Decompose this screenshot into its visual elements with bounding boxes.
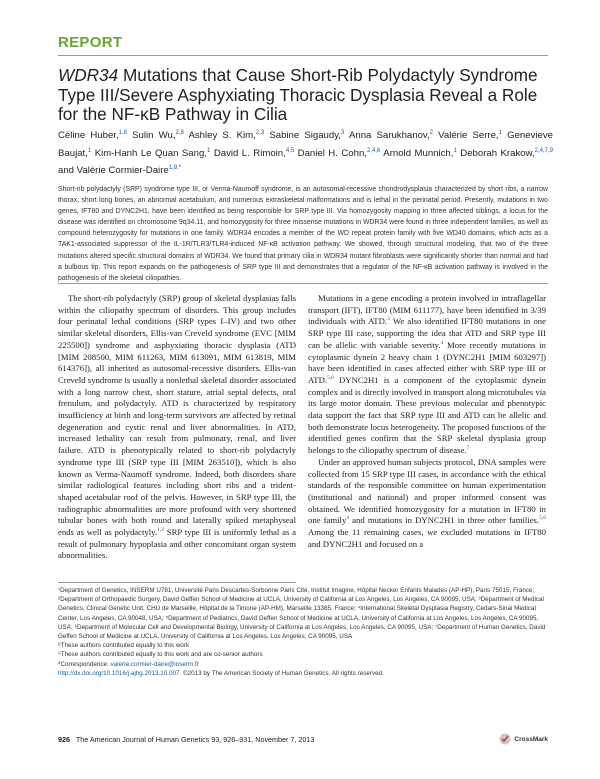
title-rest: Mutations that Cause Short-Rib Polydactyly Syndrome Type III/Severe Asphyxiating Thoracic Dysplasia Reveal a Role for the NF-κB Pathway in Cilia [58, 65, 538, 124]
author [95, 148, 211, 159]
body-column-left [58, 293, 296, 562]
author-name: Anna Sarukhanov, [348, 130, 430, 142]
author [438, 130, 502, 141]
author-name: Ashley S. Kim, [188, 130, 256, 142]
author-list [58, 126, 553, 178]
author [58, 165, 181, 176]
header-divider [58, 55, 548, 56]
copyright: ©2013 by The American Society of Human Genetics. All rights reserved. [181, 669, 384, 677]
co-senior-note: ⁹These authors contributed equally to this work and are co-senior authors [58, 651, 263, 659]
author-affiliation: 2,4,6 [366, 147, 381, 154]
body-paragraph [308, 293, 546, 457]
author [188, 130, 264, 141]
affiliations: ¹Department of Genetics, INSERM U781, Université Paris Descartes-Sorbonne Paris Cité, Institut Imagine, Hôpital Necker Enfants Malades (AP-HP), Paris 75015, France; ²Department of Orthopaedic Surgery, David Geffen School of Medicine at UCLA, University of California at Los Angeles, Los Angeles, CA 90095, USA; ³Department of Medical Genetics, Clinical Genetic Unit, CHU de Marseille, Hôpital de la Timone (AP-HM), Marseille 13385, France; ⁴International Skeletal Dysplasia Registry, Cedars-Sinai Medical Center, Los Angeles, CA 90048, USA; ⁵Department of Pediatrics, David Geffen School of Medicine at UCLA, University of California at Los Angeles, Los Angeles, CA 90095, USA; ⁶Department of Molecular Cell and Developmental Biology, University of California at Los Angeles, Los Angeles, CA 90095, USA; ⁷Department of Human Genetics, David Geffen School of Medicine at UCLA, University of California at Los Angeles, Los Angeles, CA 90095, USA [58, 587, 546, 641]
page-footer [58, 735, 548, 749]
body-paragraph [308, 457, 546, 551]
author [460, 148, 553, 159]
doi-line [58, 669, 548, 678]
author [349, 130, 433, 141]
author-affiliation: 1 [453, 147, 457, 154]
reference-citation[interactable]: 5,6 [539, 515, 546, 522]
author-name: Arnold Munnich, [383, 147, 454, 159]
author-name: Céline Huber, [58, 130, 119, 142]
author [298, 148, 381, 159]
body-text: The short-rib polydactyly (SRP) group of skeletal dysplasias falls within the ciliopathy spectrum of disorders. This group includes four perinatal lethal conditions (SRP types I–IV) and two other similar skeletal disorders, Ellis-van Creveld syndrome (EVC [MIM 225500]) syndrome and asphyxiating thoracic dysplasia (ATD [MIM 208500, MIM 611263, MIM 613091, MIM 613819, MIM 614376]), all inherited as autosomal-recessive disorders. Ellis-van Creveld syndrome is usually a nonlethal skeletal disorder associated with a long narrow chest, short stature, atrial septal defects, oral frenulum, and polydactyly. ATD is characterized by respiratory insufficiency at birth and long-term survivors are affected by retinal degeneration and cystic renal and liver abnormalities. In ATD, increased lethality can result from pulmonary, renal, and liver failure. ATD is phenotypically related to short-rib polydactyly syndrome type III (SRP type III [MIM 263510]), which is also known as Verma-Naumoff syndrome. Indeed, both disorders share similar radiological features including short ribs and a trident-shaped acetabular roof of the pelvis. However, in SRP type III, the radiographic abnormalities are more profound with very shortened tubular bones with both round and laterally spiked metaphyseal ends as well as polydactyly. [58, 293, 296, 538]
section-label: REPORT [58, 34, 123, 51]
author-affiliation: 2,8 [175, 130, 184, 136]
author-name: David L. Rimoin, [213, 147, 286, 159]
body-text: Among the 11 remaining cases, we excluded mutations in IFT80 and DYNC2H1 and focused on a [308, 527, 546, 549]
crossmark-label: CrossMark [514, 735, 548, 743]
reference-citation[interactable]: 4 [440, 339, 444, 346]
author-affiliation: 1,9,* [168, 164, 182, 171]
footnotes [58, 586, 548, 678]
body-text: More recently mutations in cytoplasmic dynein 2 heavy chain 1 (DYNC2H1 [MIM 603297]) have been identified in cases affected either with SRP type III or ATD. [308, 339, 546, 385]
author-affiliation: 2,4,7,9 [534, 147, 554, 154]
correspondence [58, 660, 548, 669]
author-name: Kim-Hanh Le Quan Sang, [94, 147, 207, 159]
abstract-divider [58, 283, 548, 284]
author-name: Valérie Serre, [438, 130, 499, 142]
reference-citation[interactable]: 7 [466, 445, 470, 452]
body-column-right [308, 293, 546, 550]
reference-citation[interactable]: 1,2 [157, 527, 164, 534]
author-name: and Valérie Cormier-Daire [58, 164, 169, 176]
title-gene: WDR34 [58, 65, 119, 85]
correspondence-label: *Correspondence: [58, 660, 111, 668]
body-text: DYNC2H1 is a component of the cytoplasmic dynein complex and is directly involved in transport along microtubules via its large motor domain. These previous molecular and phenotypic data support the fact that SRP type III and ATD can be allelic and both demonstrate locus heterogeneity. The proposed functions of the identified genes confirm that the SRP skeletal dysplasia group belongs to the ciliopathy spectrum of disease. [308, 374, 546, 456]
correspondence-email[interactable]: valerie.cormier-daire@inserm.fr [110, 660, 199, 668]
body-text: Mutations in a gene encoding a protein involved in intraflagellar transport (IFT), IFT80 (MIM 611177), have been identified in 3/39 individuals with ATD. [308, 293, 546, 327]
body-text: SRP type III is uniformly lethal as a result of pulmonary hypoplasia and other concomitant organ system abnormalities. [58, 527, 296, 561]
author-affiliation: 1 [498, 130, 502, 136]
journal-citation: The American Journal of Human Genetics 93, 926–931, November 7, 2013 [75, 735, 315, 744]
crossmark-badge[interactable] [499, 733, 548, 745]
author [58, 130, 127, 141]
author [132, 130, 184, 141]
body-text: and mutations in DYNC2H1 in three other families. [349, 515, 540, 526]
author-affiliation: 1,8 [118, 130, 127, 136]
body-text: We also identified IFT80 mutations in one SRP type III case, supporting the idea that ATD and SRP type III can be allelic with variable severity. [308, 316, 546, 350]
equal-contribution-note: ⁸These authors contributed equally to this work [58, 642, 190, 650]
author-name: Genevieve Baujat, [58, 130, 553, 159]
reference-citation[interactable]: 4 [346, 515, 350, 522]
author-name: Sulin Wu, [132, 130, 176, 142]
doi-link[interactable]: http://dx.doi.org/10.1016/j.ajhg.2013.10.007. [58, 669, 182, 677]
author-affiliation: 3 [340, 130, 345, 136]
author-affiliation: 1 [87, 147, 92, 154]
author [269, 130, 344, 141]
article-title [58, 66, 558, 125]
body-paragraph [58, 293, 296, 562]
abstract: Short-rib polydactyly (SRP) syndrome type III, or Verma-Naumoff syndrome, is an autosomal-recessive chondrodysplasia characterized by short ribs, a narrow thorax, short long bones, an abnormal acetabulum, and numerous extraskeletal malformations and is lethal in the perinatal period. Presently, mutations in two genes, IFT80 and DYNC2H1, have been identified as being responsible for SRP type III. Via homozygosity mapping in three affected siblings, a locus for the disease was identified on chromosome 9q34.11, and homozygosity for three missense mutations in WDR34 were found in three independent families, as well as compound heterozygosity for mutations in one family. WDR34 encodes a member of the WD repeat protein family with five WD40 domains, which acts as a TAK1-associated suppressor of the IL-1R/TLR3/TLR4-induced NF-κB activation pathway. We showed, through structural modeling, that two of the three mutations altered specific structural domains of WDR34. We found that primary cilia in WDR34 mutant fibroblasts were significantly shorter than normal and had a bulbous tip. This report expands on the pathogenesis of SRP type III and demonstrates that a regulator of the NF-κB activation pathway is involved in the pathogenesis of the skeletal ciliopathies. [58, 186, 548, 282]
footnote-divider [58, 582, 296, 583]
body-text: Under an approved human subjects protocol, DNA samples were collected from 15 SRP type III cases, in accordance with the ethical standards of the responsible committee on human experimentation (institutional and national) and proper informed consent was obtained. We identified homozygosity for a mutation in IFT80 in one family [308, 456, 546, 526]
author [383, 148, 456, 159]
reference-citation[interactable]: 5,6 [327, 375, 334, 382]
author-name: Deborah Krakow, [460, 147, 535, 159]
page-number: 926 [58, 735, 70, 744]
author-affiliation: 1 [206, 147, 211, 154]
author-name: Sabine Sigaudy, [269, 130, 341, 142]
author-affiliation: 2,3 [255, 130, 265, 136]
author [214, 148, 294, 159]
author-affiliation: 2 [429, 130, 434, 136]
reference-citation[interactable]: 3 [387, 316, 390, 323]
author-name: Daniel H. Cohn, [297, 147, 367, 159]
author-affiliation: 4,5 [285, 147, 295, 154]
crossmark-icon [499, 733, 511, 745]
